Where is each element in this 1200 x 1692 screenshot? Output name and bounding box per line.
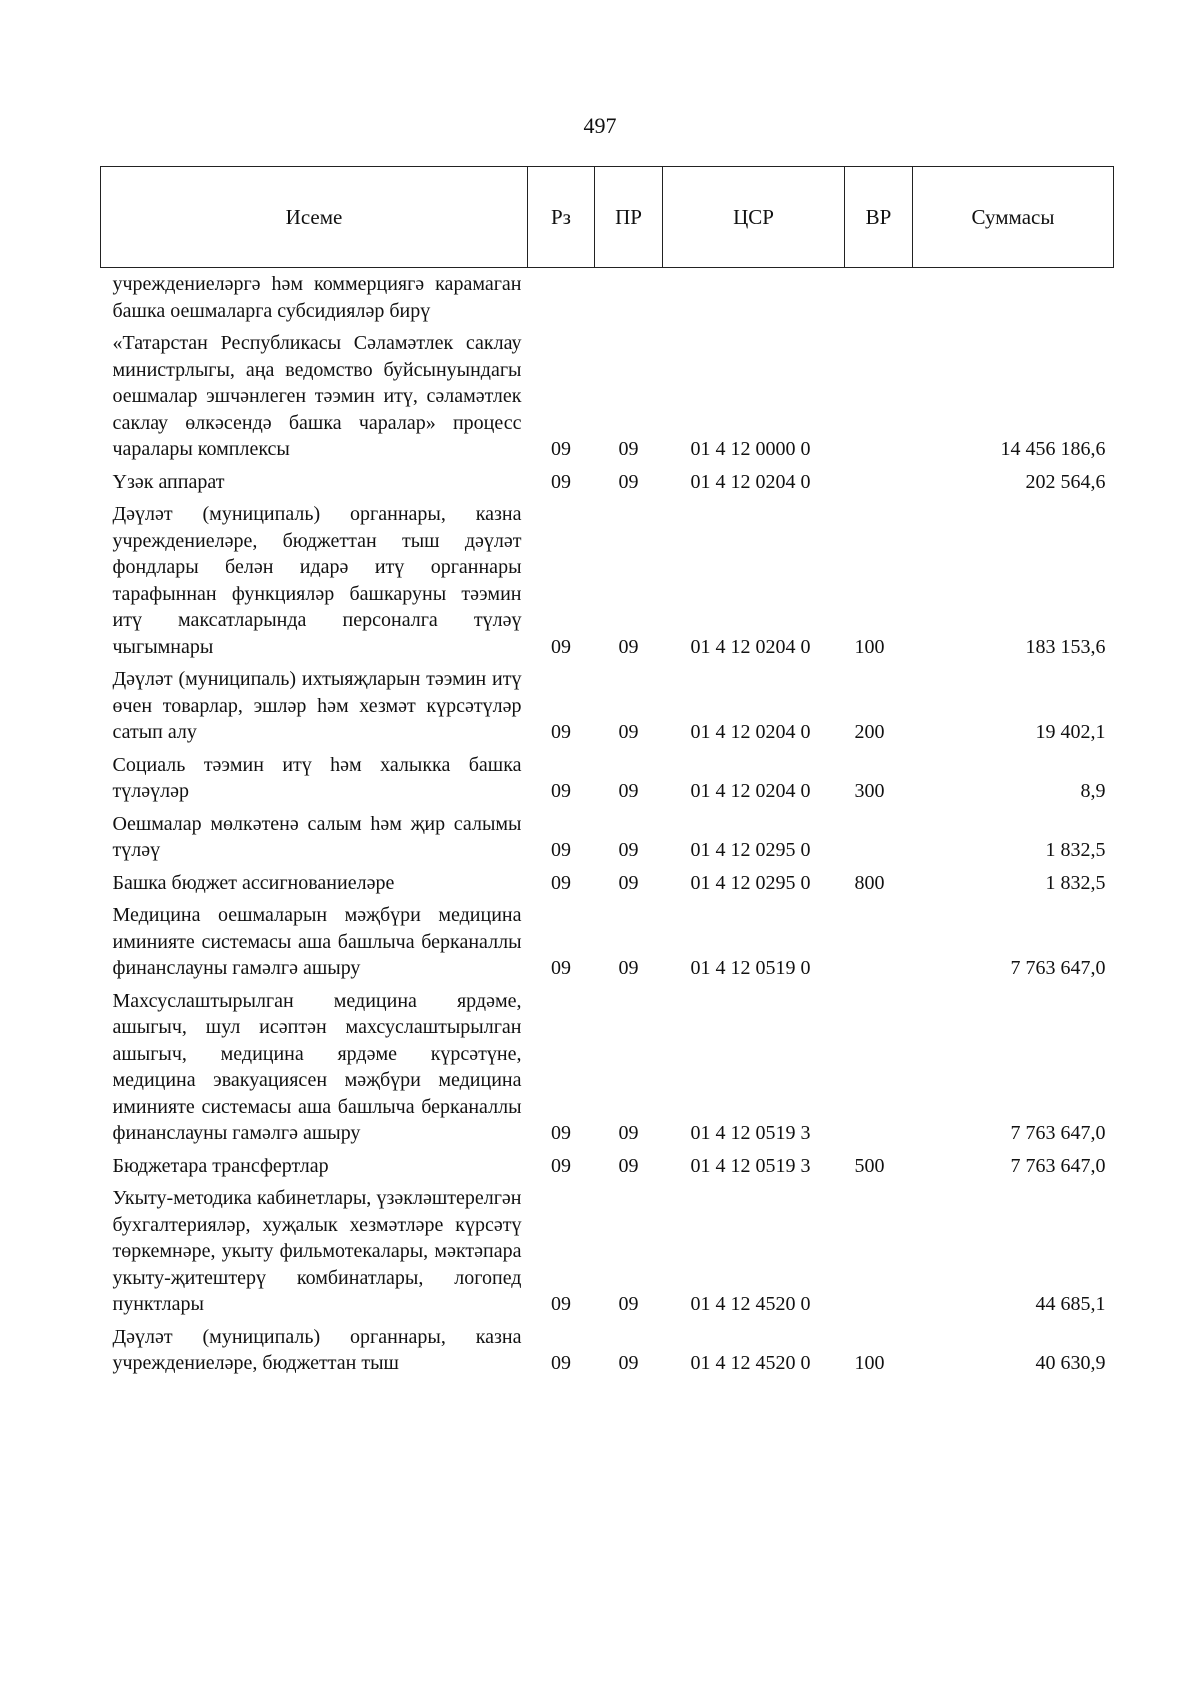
cell-pr: 09 (618, 1154, 639, 1177)
table-row (101, 1182, 1114, 1321)
cell-sum: 7 763 647,0 (1010, 1154, 1106, 1177)
cell-rz: 09 (551, 438, 571, 460)
cell-name: Үзәк аппарат (112, 470, 225, 493)
cell-pr: 09 (618, 635, 639, 658)
page-number: 497 (583, 113, 617, 138)
cell-name: Дәүләт (муниципаль) ихтыяҗларын тәэмин итү өчен товарлар, эшләр һәм хезмәт күрсәтүләр сатып алу (112, 668, 522, 743)
cell-pr: 09 (618, 957, 639, 979)
table-row (101, 498, 1114, 663)
cell-pr: 09 (618, 839, 639, 861)
cell-name: Бюджетара трансфертлар (112, 1154, 329, 1177)
cell-sum: 7 763 647,0 (1010, 1122, 1106, 1144)
cell-vr: 300 (854, 780, 885, 802)
cell-vr: 100 (854, 1352, 885, 1374)
cell-rz: 09 (551, 780, 571, 802)
cell-vr: 100 (854, 635, 885, 658)
cell-rz: 09 (551, 839, 571, 861)
cell-vr (845, 268, 913, 328)
cell-name: Дәүләт (муниципаль) органнары, казна учреждениеләре, бюджеттан тыш (112, 1325, 522, 1374)
cell-vr (845, 1182, 913, 1321)
table-row (101, 985, 1114, 1150)
cell-csr: 01 4 12 4520 0 (690, 1352, 811, 1374)
cell-rz: 09 (551, 721, 571, 743)
cell-rz: 09 (551, 957, 571, 979)
cell-sum: 40 630,9 (1035, 1352, 1106, 1374)
header-rz: Рз (528, 167, 595, 268)
table-row (101, 867, 1114, 900)
cell-pr: 09 (618, 721, 639, 743)
cell-pr: 09 (618, 1122, 639, 1144)
cell-name: «Татарстан Республикасы Сәламәтлек саклау министрлыгы, аңа ведомство буйсынуындагы оешмалар эшчәнлеген тәэмин итү, сәламәтлек саклау өлкәсендә башка чаралар» процесс чаралары комплексы (112, 332, 522, 460)
cell-rz: 09 (551, 1122, 571, 1144)
cell-rz: 09 (551, 1154, 571, 1177)
cell-pr: 09 (618, 1352, 639, 1374)
cell-vr (845, 327, 913, 466)
cell-pr: 09 (618, 780, 639, 802)
cell-rz: 09 (551, 871, 571, 894)
header-pr: ПР (595, 167, 663, 268)
cell-rz: 09 (551, 1352, 571, 1374)
cell-csr: 01 4 12 0000 0 (690, 438, 811, 460)
cell-csr: 01 4 12 0204 0 (690, 470, 811, 493)
header-sum: Суммасы (913, 167, 1114, 268)
cell-csr: 01 4 12 0519 3 (690, 1122, 811, 1144)
table-row (101, 663, 1114, 749)
cell-rz: 09 (551, 635, 571, 658)
cell-name: учреждениеләргә һәм коммерциягә карамаган башка оешмаларга субсидияләр бирү (112, 273, 522, 322)
cell-pr: 09 (618, 1293, 639, 1315)
budget-table (100, 166, 1114, 1380)
cell-pr: 09 (618, 438, 639, 460)
budget-table-container (100, 166, 1113, 1380)
cell-name: Укыту-методика кабинетлары, үзәкләштерелгән бухгалтерияләр, хуҗалык хезмәтләре күрсәтү төркемнәре, укыту фильмотекалары, мәктәпара укыту-җитештерү комбинатлары, логопед пунктлары (112, 1187, 522, 1315)
cell-csr: 01 4 12 0295 0 (690, 839, 811, 861)
cell-pr: 09 (618, 470, 639, 493)
cell-sum: 44 685,1 (1035, 1293, 1106, 1315)
cell-name: Махсуслаштырылган медицина ярдәме, ашыгыч, шул исәптән махсуслаштырылган ашыгыч, медицина ярдәме күрсәтүне, медицина эвакуациясен мәҗбүри медицина иминияте системасы аша башлыча берканаллы финанслауны гамәлгә ашыру (112, 989, 522, 1144)
cell-csr: 01 4 12 0204 0 (690, 780, 811, 802)
table-row (101, 268, 1114, 328)
header-name: Исеме (101, 167, 528, 268)
cell-name: Оешмалар мөлкәтенә салым һәм җир салымы түләү (112, 812, 522, 861)
table-header-row (101, 167, 1114, 268)
cell-sum: 19 402,1 (1035, 721, 1106, 743)
table-row (101, 749, 1114, 808)
cell-csr: 01 4 12 4520 0 (690, 1293, 811, 1315)
header-csr: ЦСР (663, 167, 845, 268)
cell-sum: 1 832,5 (1045, 839, 1106, 861)
cell-vr: 800 (854, 871, 885, 894)
table-header (101, 167, 1114, 268)
cell-csr: 01 4 12 0519 3 (690, 1154, 811, 1177)
cell-vr: 500 (854, 1154, 885, 1177)
header-vr: ВР (845, 167, 913, 268)
cell-csr (663, 268, 845, 328)
cell-vr (845, 985, 913, 1150)
cell-sum: 1 832,5 (1045, 871, 1106, 894)
cell-name: Медицина оешмаларын мәҗбүри медицина иминияте системасы аша башлыча берканаллы финанслауны гамәлгә ашыру (112, 904, 522, 979)
cell-csr: 01 4 12 0295 0 (690, 871, 811, 894)
table-body (101, 268, 1114, 1380)
cell-vr (845, 466, 913, 499)
cell-sum (913, 268, 1114, 328)
cell-csr: 01 4 12 0519 0 (690, 957, 811, 979)
cell-sum: 202 564,6 (1025, 470, 1106, 493)
cell-rz: 09 (551, 1293, 571, 1315)
cell-pr: 09 (618, 871, 639, 894)
cell-sum: 7 763 647,0 (1010, 957, 1106, 979)
cell-name: Дәүләт (муниципаль) органнары, казна учреждениеләре, бюджеттан тыш дәүләт фондлары белән идарә итү органнары тарафыннан функцияләр башкаруны тәэмин итү максатларында персоналга түләү чыгымнары (112, 503, 522, 658)
cell-sum: 14 456 186,6 (1000, 438, 1106, 460)
cell-vr: 200 (854, 721, 885, 743)
table-row (101, 899, 1114, 985)
cell-rz: 09 (551, 470, 571, 493)
table-row (101, 1321, 1114, 1380)
table-row (101, 808, 1114, 867)
table-row (101, 1150, 1114, 1183)
cell-vr (845, 899, 913, 985)
cell-csr: 01 4 12 0204 0 (690, 721, 811, 743)
cell-pr (595, 268, 663, 328)
cell-sum: 183 153,6 (1025, 635, 1106, 658)
cell-csr: 01 4 12 0204 0 (690, 635, 811, 658)
cell-rz (528, 268, 595, 328)
table-row (101, 466, 1114, 499)
cell-vr (845, 808, 913, 867)
table-row (101, 327, 1114, 466)
cell-name: Социаль тәэмин итү һәм халыкка башка түләүләр (112, 753, 522, 802)
cell-name: Башка бюджет ассигнованиеләре (112, 871, 395, 894)
cell-sum: 8,9 (1080, 780, 1106, 802)
